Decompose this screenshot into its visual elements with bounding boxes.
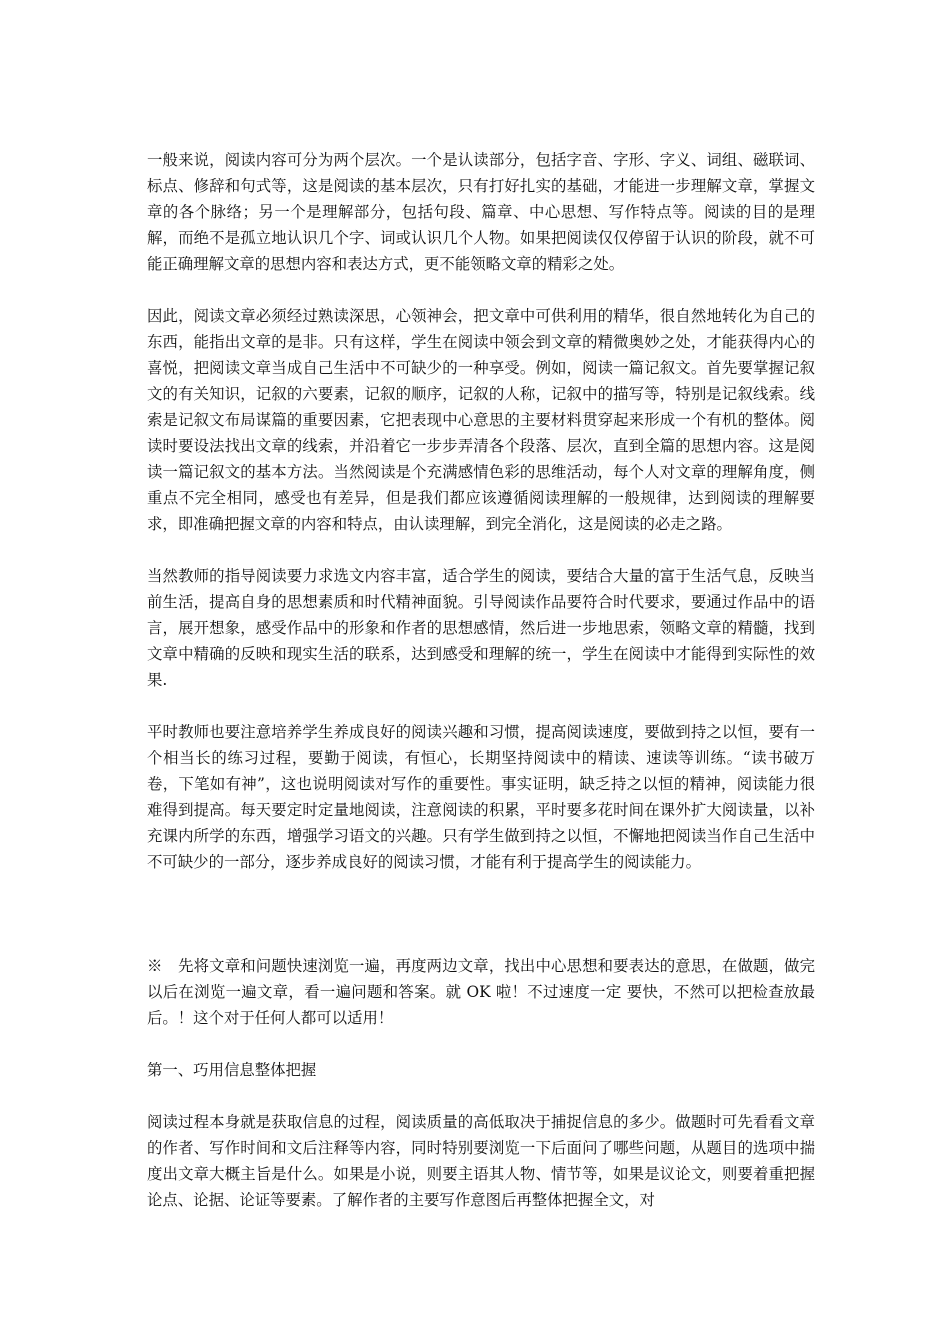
paragraph-reading-tip: ※ 先将文章和问题快速浏览一遍，再度两边文章，找出中心思想和要表达的意思，在做题，做完以后在浏览一遍文章，看一遍问题和答案。就 OK 啦！不过速度一定 要快，不然可以把检查放最后。！这个对于任何人都可以适用！: [147, 957, 815, 1027]
section-heading: 第一、巧用信息整体把握: [147, 1061, 317, 1079]
document-page: [147, 147, 815, 1239]
paragraph-reading-habits: 平时教师也要注意培养学生养成良好的阅读兴趣和习惯，提高阅读速度，要做到持之以恒，要有一个相当长的练习过程，要勤于阅读，有恒心，长期坚持阅读中的精读、速读等训练。“读书破万卷，下笔如有神”，这也说明阅读对写作的重要性。事实证明，缺乏持之以恒的精神，阅读能力很难得到提高。每天要定时定量地阅读，注意阅读的积累，平时要多花时间在课外扩大阅读量，以补充课内所学的东西，增强学习语文的兴趣。只有学生做到持之以恒，不懈地把阅读当作自己生活中不可缺少的一部分，逐步养成良好的阅读习惯，才能有利于提高学生的阅读能力。: [147, 723, 815, 871]
paragraph-reading-levels: 一般来说，阅读内容可分为两个层次。一个是认读部分，包括字音、字形、字义、词组、磁联词、标点、修辞和句式等，这是阅读的基本层次，只有打好扎实的基础，才能进一步理解文章，掌握文章的各个脉络；另一个是理解部分，包括句段、篇章、中心思想、写作特点等。阅读的目的是理解，而绝不是孤立地认识几个字、词或认识几个人物。如果把阅读仅仅停留于认识的阶段，就不可能正确理解文章的思想内容和表达方式，更不能领略文章的精彩之处。: [147, 151, 815, 273]
section-spacer: [147, 901, 815, 953]
paragraph-deep-reading: 因此，阅读文章必须经过熟读深思，心领神会，把文章中可供利用的精华，很自然地转化为自己的东西，能指出文章的是非。只有这样，学生在阅读中领会到文章的精微奥妙之处，才能获得内心的喜悦，把阅读文章当成自己生活中不可缺少的一种享受。例如，阅读一篇记叙文。首先要掌握记叙文的有关知识，记叙的六要素，记叙的顺序，记叙的人称，记叙中的描写等，特别是记叙线索。线索是记叙文布局谋篇的重要因素，它把表现中心意思的主要材料贯穿起来形成一个有机的整体。阅读时要设法找出文章的线索，并沿着它一步步弄清各个段落、层次，直到全篇的思想内容。这是阅读一篇记叙文的基本方法。当然阅读是个充满感情色彩的思维活动，每个人对文章的理解角度，侧重点不完全相同，感受也有差异，但是我们都应该遵循阅读理解的一般规律，达到阅读的理解要求，即准确把握文章的内容和特点，由认读理解，到完全消化，这是阅读的必走之路。: [147, 307, 815, 533]
paragraph-information-grasp: 阅读过程本身就是获取信息的过程，阅读质量的高低取决于捕捉信息的多少。做题时可先看看文章的作者、写作时间和文后注释等内容，同时特别要浏览一下后面问了哪些问题，从题目的选项中揣度出文章大概主旨是什么。如果是小说，则要主语其人物、情节等，如果是议论文，则要着重把握论点、论据、论证等要素。了解作者的主要写作意图后再整体把握全文，对: [147, 1113, 815, 1209]
paragraph-teacher-guidance: 当然教师的指导阅读要力求选文内容丰富，适合学生的阅读，要结合大量的富于生活气息，反映当前生活，提高自身的思想素质和时代精神面貌。引导阅读作品要符合时代要求，要通过作品中的语言，展开想象，感受作品中的形象和作者的思想感情，然后进一步地思索，领略文章的精髓，找到文章中精确的反映和现实生活的联系，达到感受和理解的统一，学生在阅读中才能得到实际性的效果.: [147, 567, 815, 689]
